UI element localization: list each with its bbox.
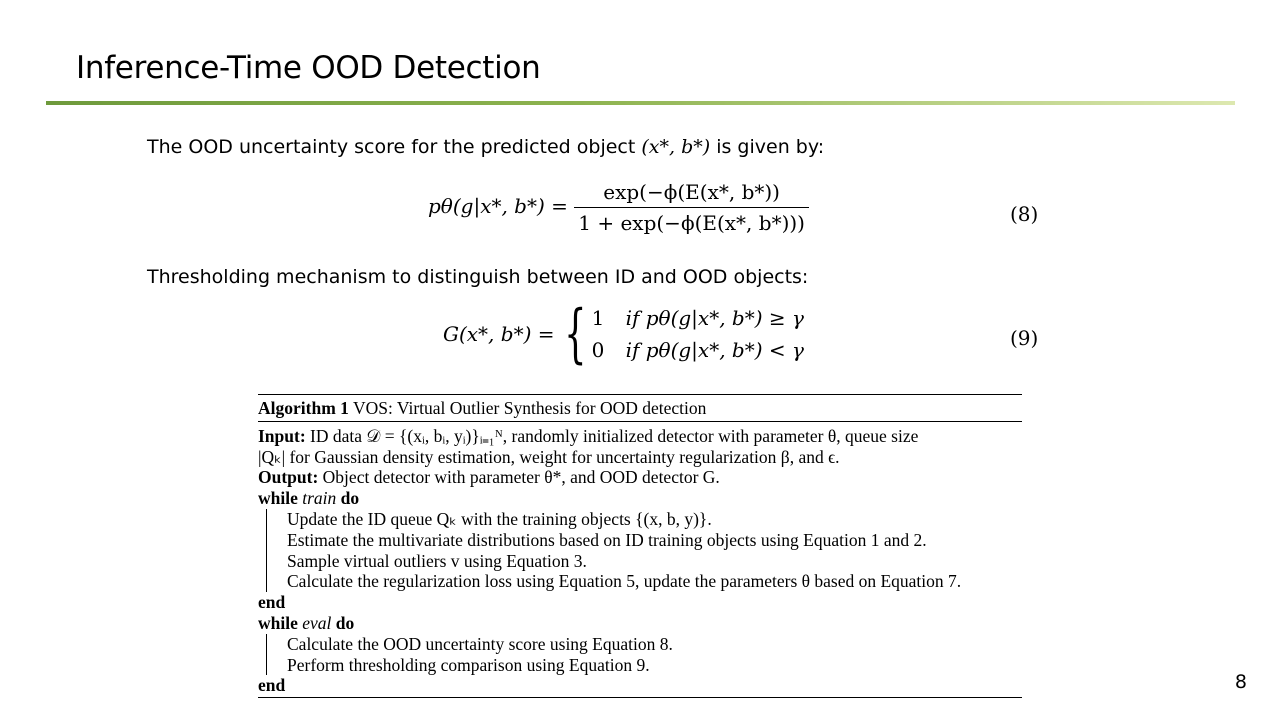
eval-loop-block [266,634,1022,676]
train-step: Calculate the regularization loss using Equation 5, update the parameters θ based on Equation 7. [287,571,962,592]
while-keyword: while [258,488,298,509]
while-keyword: while [258,612,298,633]
eval-step: Calculate the OOD uncertainty score using Equation 8. [287,633,673,654]
title-underline [46,101,1235,105]
algorithm-input-line-2: |Qₖ| for Gaussian density estimation, weight for uncertainty regularization β, and ϵ. [258,446,840,467]
eq9-case1-cond: if pθ(g|x*, b*) ≥ γ [625,306,804,330]
algorithm-output-line [258,467,1022,488]
train-step: Update the ID queue Qₖ with the training objects {(x, b, y)}. [287,508,712,529]
input-text-1: ID data 𝒟 = {(xᵢ, bᵢ, yᵢ)}ᵢ₌₁ᴺ, randomly initialized detector with parameter θ, queue size [305,425,919,446]
eq9-cases [561,297,804,371]
eq8-fraction [574,180,809,235]
while-eval-line [258,613,1022,634]
end-train-line [258,592,1022,613]
eval-step: Perform thresholding comparison using Equation 9. [287,654,650,675]
slide-title: Inference-Time OOD Detection [76,50,541,86]
end-keyword: end [258,675,286,696]
eq9-case2-cond: if pθ(g|x*, b*) < γ [625,338,804,362]
eq9-lhs: G(x*, b*) = [443,322,561,346]
intro-text [147,136,824,158]
end-eval-line [258,675,1022,696]
do-keyword: do [336,488,360,509]
eq9-case1-value: 1 [591,306,605,330]
train-keyword: train [297,488,337,509]
eq9-case2-value: 0 [591,338,605,362]
equation-8 [428,180,809,235]
left-brace: { [564,297,587,371]
algorithm-title: VOS: Virtual Outlier Synthesis for OOD detection [348,398,707,418]
train-loop-block [266,509,1022,592]
threshold-text: Thresholding mechanism to distinguish between ID and OOD objects: [147,266,809,288]
eq9-case-rows [592,306,804,362]
eq8-numerator: exp(−ϕ(E(x*, b*)) [603,180,780,204]
algorithm-body [258,422,1022,697]
intro-text-after: is given by: [710,136,825,158]
algorithm-label: Algorithm 1 [258,398,349,418]
eq9-case-1 [592,306,804,330]
eval-keyword: eval [297,612,332,633]
input-label: Input: [258,425,306,446]
eq9-number: (9) [1010,326,1039,350]
while-train-line [258,488,1022,509]
equation-9 [443,297,804,371]
output-label: Output: [258,467,319,488]
eq8-number: (8) [1010,202,1039,226]
algorithm-box [258,394,1022,698]
do-keyword: do [331,612,355,633]
algorithm-header [258,395,1022,421]
eq8-denominator: 1 + exp(−ϕ(E(x*, b*))) [574,207,809,235]
intro-math: (x*, b*) [641,136,711,158]
train-step: Estimate the multivariate distributions based on ID training objects using Equation 1 and 2. [287,529,927,550]
algorithm-input-line-1 [258,426,1022,447]
eq8-lhs: pθ(g|x*, b*) = [428,194,575,218]
output-text: Object detector with parameter θ*, and OOD detector G. [318,467,720,488]
eq9-case-2 [592,338,804,362]
algorithm-bottom-rule [258,697,1022,698]
end-keyword: end [258,592,286,613]
intro-text-before: The OOD uncertainty score for the predicted object [147,136,642,158]
page-number: 8 [1234,671,1247,693]
train-step: Sample virtual outliers v using Equation 3. [287,550,587,571]
